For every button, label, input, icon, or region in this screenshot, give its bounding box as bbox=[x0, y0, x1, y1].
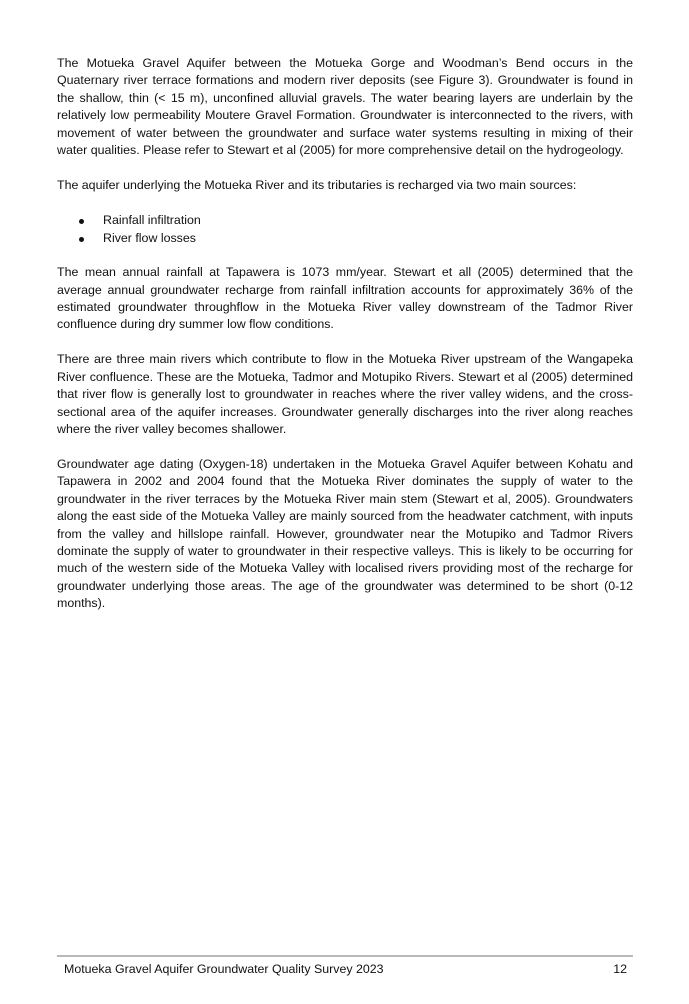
paragraph-rainfall-recharge: The mean annual rainfall at Tapawera is 1073 mm/year. Stewart et all (2005) determined that the average annual groundwater recharge from rainfall infiltration accounts for approximately 36% of the estimated groundwater throughflow in the Motueka River valley downstream of the Tadmor River confluence during dry summer low flow conditions. bbox=[57, 265, 633, 332]
footer-document-title: Motueka Gravel Aquifer Groundwater Quality Survey 2023 bbox=[64, 962, 384, 976]
paragraph-age-dating: Groundwater age dating (Oxygen-18) undertaken in the Motueka Gravel Aquifer between Kohatu and Tapawera in 2002 and 2004 found that the Motueka River dominates the supply of water to the groundwater in the river terraces by the Motueka River main stem (Stewart et al, 2005). Groundwaters along the east side of the Motueka Valley are mainly sourced from the headwater catchment, with inputs from the valley and hillslope rainfall. However, groundwater near the Motupiko and Tadmor Rivers dominate the supply of water to groundwater in their respective valleys. This is likely to be occurring for much of the western side of the Motueka Valley with localised rivers providing most of the recharge for groundwater underlying those areas. The age of the groundwater was determined to be short (0-12 months). bbox=[57, 456, 633, 611]
footer-page-number: 12 bbox=[613, 962, 627, 976]
recharge-sources-list bbox=[57, 212, 633, 248]
bullet-icon bbox=[79, 219, 84, 224]
paragraph-river-contributions: There are three main rivers which contribute to flow in the Motueka River upstream of the Wangapeka River confluence. These are the Motueka, Tadmor and Motupiko Rivers. Stewart et al (2005) determined that river flow is generally lost to groundwater in reaches where the river valley widens, and the cross-sectional area of the aquifer increases. Groundwater generally discharges into the river along reaches where the river valley becomes shallower. bbox=[57, 352, 633, 436]
footer-divider bbox=[57, 955, 633, 957]
list-item bbox=[57, 230, 633, 248]
list-item bbox=[57, 212, 633, 230]
bullet-icon bbox=[79, 237, 84, 242]
list-item-label: River flow losses bbox=[103, 230, 196, 245]
body-text bbox=[57, 55, 633, 630]
list-item-label: Rainfall infiltration bbox=[103, 213, 201, 228]
paragraph-recharge-intro: The aquifer underlying the Motueka River and its tributaries is recharged via two main sources: bbox=[57, 178, 577, 193]
paragraph-aquifer-overview: The Motueka Gravel Aquifer between the Motueka Gorge and Woodman’s Bend occurs in the Quaternary river terrace formations and modern river deposits (see Figure 3). Groundwater is found in the shallow, thin (< 15 m), unconfined alluvial gravels. The water bearing layers are underlain by the relatively low permeability Moutere Gravel Formation. Groundwater is interconnected to the rivers, with movement of water between the groundwater and surface water systems resulting in mixing of their water qualities. Please refer to Stewart et al (2005) for more comprehensive detail on the hydrogeology. bbox=[57, 56, 633, 158]
